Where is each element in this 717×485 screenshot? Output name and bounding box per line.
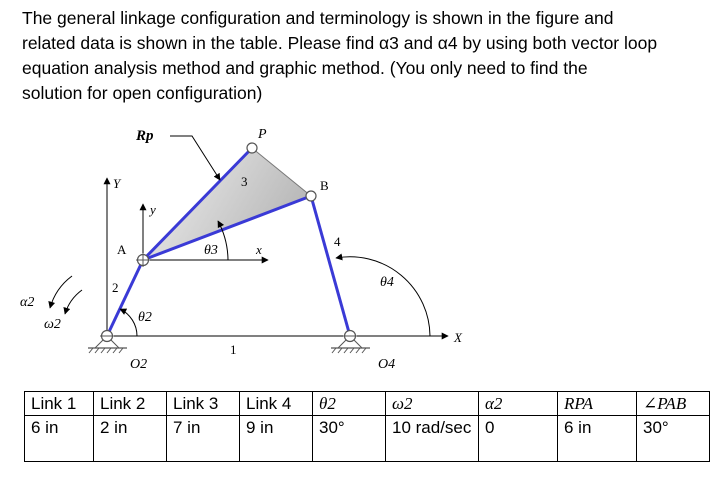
header-theta2-text: θ2 — [319, 394, 336, 413]
label-theta2: θ2 — [138, 310, 152, 325]
joint-p — [247, 143, 257, 153]
header-link2: Link 2 — [94, 392, 167, 416]
label-b: B — [320, 178, 329, 193]
label-Y: Y — [113, 176, 121, 191]
label-a: A — [117, 242, 127, 257]
label-y: y — [150, 202, 156, 217]
label-ground: 1 — [230, 342, 237, 357]
value-alpha2: 0 — [479, 416, 558, 462]
label-omega2: ω2 — [44, 317, 61, 332]
header-omega2-text: ω2 — [392, 394, 413, 413]
value-omega2: 10 rad/sec — [386, 416, 479, 462]
problem-line-1: The general linkage configuration and terminology is shown in the figure and — [22, 8, 614, 28]
label-X: X — [454, 330, 462, 345]
value-rpa: 6 in — [558, 416, 637, 462]
label-theta3: θ3 — [204, 243, 218, 258]
value-link4: 9 in — [240, 416, 313, 462]
header-link4: Link 4 — [240, 392, 313, 416]
header-alpha2 — [479, 392, 558, 416]
label-link4: 4 — [334, 234, 341, 249]
problem-line-4: solution for open configuration) — [22, 83, 263, 103]
header-link3: Link 3 — [167, 392, 240, 416]
value-theta2: 30° — [313, 416, 386, 462]
ground-pivot-o2 — [88, 331, 127, 354]
label-link2: 2 — [112, 280, 119, 295]
value-link2: 2 in — [94, 416, 167, 462]
data-table — [24, 391, 710, 462]
table-header-row — [25, 392, 710, 416]
ground-pivot-o4 — [331, 331, 370, 354]
header-rpa-text: RPA — [564, 394, 593, 413]
value-angle-pab: 30° — [637, 416, 710, 462]
header-alpha2-text: α2 — [485, 394, 503, 413]
header-angle-pab — [637, 392, 710, 416]
link-4 — [311, 196, 350, 336]
problem-line-3: equation analysis method and graphic method. (You only need to find the — [22, 58, 588, 78]
header-omega2 — [386, 392, 479, 416]
header-rpa — [558, 392, 637, 416]
label-rp: Rp — [136, 128, 154, 144]
header-theta2 — [313, 392, 386, 416]
omega2-arc — [65, 290, 82, 314]
problem-line-2: related data is shown in the table. Please find α3 and α4 by using both vector loop — [22, 33, 658, 53]
header-angle-pab-text: ∠PAB — [643, 394, 687, 413]
problem-statement — [22, 6, 712, 106]
label-local-x: x — [256, 242, 262, 257]
joint-b — [306, 191, 316, 201]
header-link1: Link 1 — [25, 392, 94, 416]
table-value-row — [25, 416, 710, 462]
linkage-diagram — [0, 118, 717, 388]
label-o4: O4 — [378, 357, 396, 372]
alpha2-arc — [50, 276, 72, 308]
value-link1: 6 in — [25, 416, 94, 462]
theta4-arc — [336, 257, 430, 336]
label-theta4: θ4 — [380, 275, 394, 290]
theta2-arc — [120, 309, 137, 336]
rp-leader — [170, 136, 220, 180]
label-o2: O2 — [130, 357, 148, 372]
label-p: P — [258, 127, 267, 142]
label-link3: 3 — [241, 174, 248, 189]
label-alpha2: α2 — [20, 295, 35, 310]
value-link3: 7 in — [167, 416, 240, 462]
